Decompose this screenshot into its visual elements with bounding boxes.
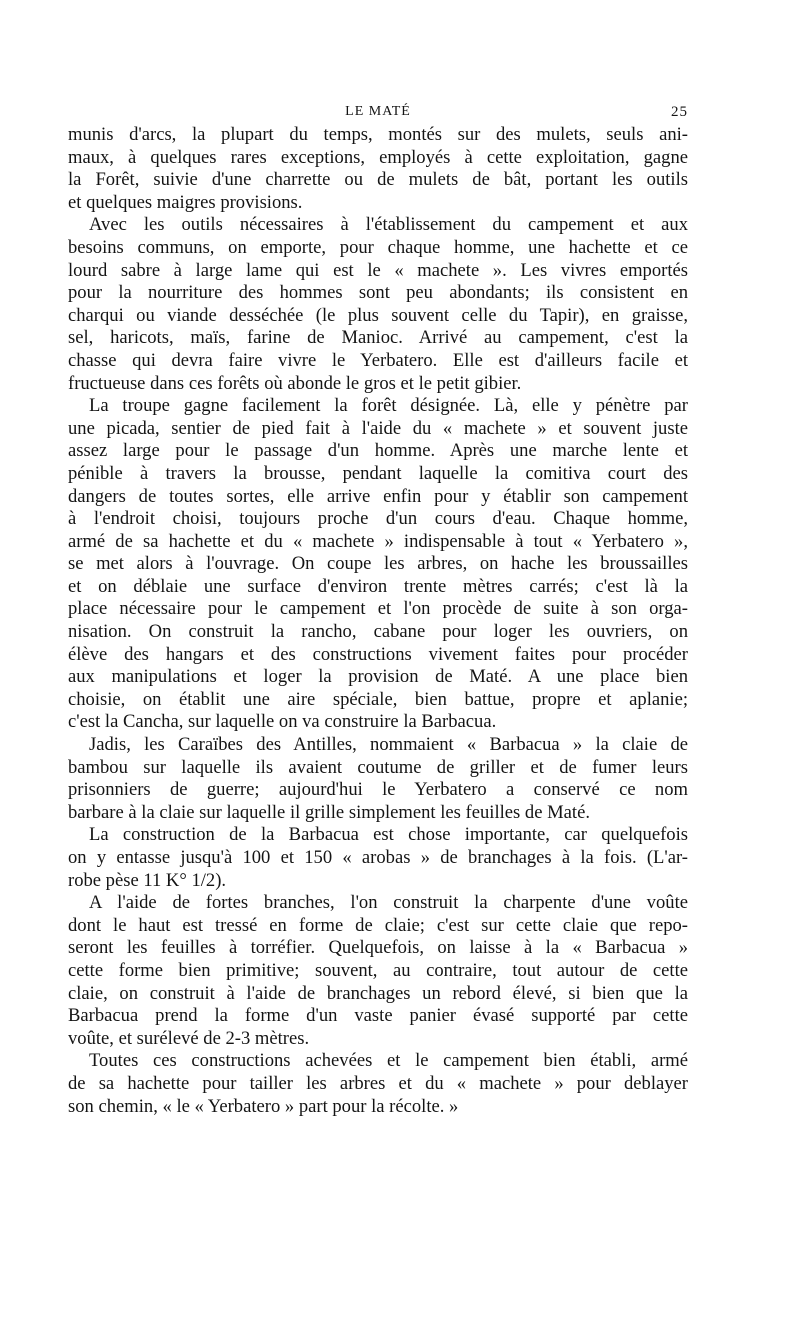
text-line: se met alors à l'ouvrage. On coupe les arbres, on hache les broussailles [68, 553, 688, 575]
text-line: c'est la Cancha, sur laquelle on va construire la Barbacua. [68, 711, 497, 733]
text-line: et on déblaie une surface d'environ trente mètres carrés; c'est là la [68, 575, 688, 597]
text-line: fructueuse dans ces forêts où abonde le gros et le petit gibier. [68, 372, 522, 394]
text-line: la Forêt, suivie d'une charrette ou de mulets de bât, portant les outils [68, 169, 688, 191]
running-title: LE MATÉ [345, 104, 411, 119]
text-line: on y entasse jusqu'à 100 et 150 « arobas » de branchages à la fois. (L'ar- [68, 847, 688, 868]
text-line: choisie, on établit une aire spéciale, bien battue, propre et aplanie; [68, 688, 688, 710]
body-text [68, 124, 688, 1118]
text-line: nisation. On construit la rancho, cabane pour loger les ouvriers, on [68, 621, 688, 643]
text-line: besoins communs, on emporte, pour chaque homme, une hachette et ce [68, 236, 688, 258]
text-line: claie, on construit à l'aide de branchages un rebord élevé, si bien que la [68, 982, 688, 1004]
text-line: Barbacua prend la forme d'un vaste panier évasé supporté par cette [68, 1005, 688, 1027]
paragraph [68, 124, 688, 214]
paragraph [68, 1050, 688, 1118]
text-line: barbare à la claie sur laquelle il grille simplement les feuilles de Maté. [68, 801, 590, 823]
text-line: dont le haut est tressé en forme de claie; c'est sur cette claie que repo- [68, 914, 688, 936]
text-line: La construction de la Barbacua est chose importante, car quelquefois [89, 824, 688, 846]
text-line: bambou sur laquelle ils avaient coutume de griller et de fumer leurs [68, 756, 688, 778]
text-line: une picada, sentier de pied fait à l'aide du « machete » et souvent juste [68, 417, 688, 439]
text-line: pénible à travers la brousse, pendant laquelle la comitiva court des [68, 462, 688, 484]
text-line: dangers de toutes sortes, elle arrive enfin pour y établir son campement [68, 485, 688, 507]
text-line: de sa hachette pour tailler les arbres et du « machete » pour deblayer [68, 1072, 688, 1094]
book-page [68, 98, 688, 1118]
text-line: charqui ou viande desséchée (le plus souvent celle du Tapir), en graisse, [68, 304, 688, 326]
text-line: lourd sabre à large lame qui est le « machete ». Les vivres emportés [68, 259, 688, 281]
text-line: munis d'arcs, la plupart du temps, montés sur des mulets, seuls ani- [68, 124, 688, 145]
text-line: robe pèse 11 K° 1/2). [68, 869, 227, 891]
text-line: place nécessaire pour le campement et l'on procède de suite à son orga- [68, 598, 688, 620]
page-number: 25 [671, 104, 688, 120]
text-line: La troupe gagne facilement la forêt désignée. Là, elle y pénètre par [89, 395, 688, 417]
text-line: son chemin, « le « Yerbatero » part pour la récolte. » [68, 1095, 459, 1117]
text-line: chasse qui devra faire vivre le Yerbatero. Elle est d'ailleurs facile et [68, 349, 688, 371]
text-line: armé de sa hachette et du « machete » indispensable à tout « Yerbatero », [68, 530, 688, 552]
text-line: sel, haricots, maïs, farine de Manioc. Arrivé au campement, c'est la [68, 327, 688, 349]
text-line: élève des hangars et des constructions vivement faites pour procéder [68, 643, 688, 665]
text-line: maux, à quelques rares exceptions, employés à cette exploitation, gagne [68, 146, 688, 168]
text-line: assez large pour le passage d'un homme. Après une marche lente et [68, 440, 688, 462]
text-line: cette forme bien primitive; souvent, au contraire, tout autour de cette [68, 959, 688, 981]
text-line: voûte, et surélevé de 2-3 mètres. [68, 1027, 310, 1049]
text-line: Toutes ces constructions achevées et le campement bien établi, armé [89, 1050, 688, 1072]
text-line: à l'endroit choisi, toujours proche d'un cours d'eau. Chaque homme, [68, 508, 688, 530]
text-line: Jadis, les Caraïbes des Antilles, nommaient « Barbacua » la claie de [89, 734, 688, 756]
paragraph [68, 214, 688, 395]
paragraph [68, 892, 688, 1050]
text-line: aux manipulations et loger la provision de Maté. A une place bien [68, 666, 688, 688]
paragraph [68, 734, 688, 824]
text-line: Avec les outils nécessaires à l'établissement du campement et aux [89, 214, 688, 236]
running-head [68, 98, 688, 124]
text-line: prisonniers de guerre; aujourd'hui le Yerbatero a conservé ce nom [68, 779, 688, 801]
text-line: A l'aide de fortes branches, l'on construit la charpente d'une voûte [89, 892, 688, 914]
text-line: et quelques maigres provisions. [68, 191, 303, 213]
text-line: seront les feuilles à torréfier. Quelquefois, on laisse à la « Barbacua » [68, 937, 688, 959]
text-line: pour la nourriture des hommes sont peu abondants; ils consistent en [68, 282, 688, 304]
paragraph [68, 824, 688, 892]
paragraph [68, 395, 688, 734]
